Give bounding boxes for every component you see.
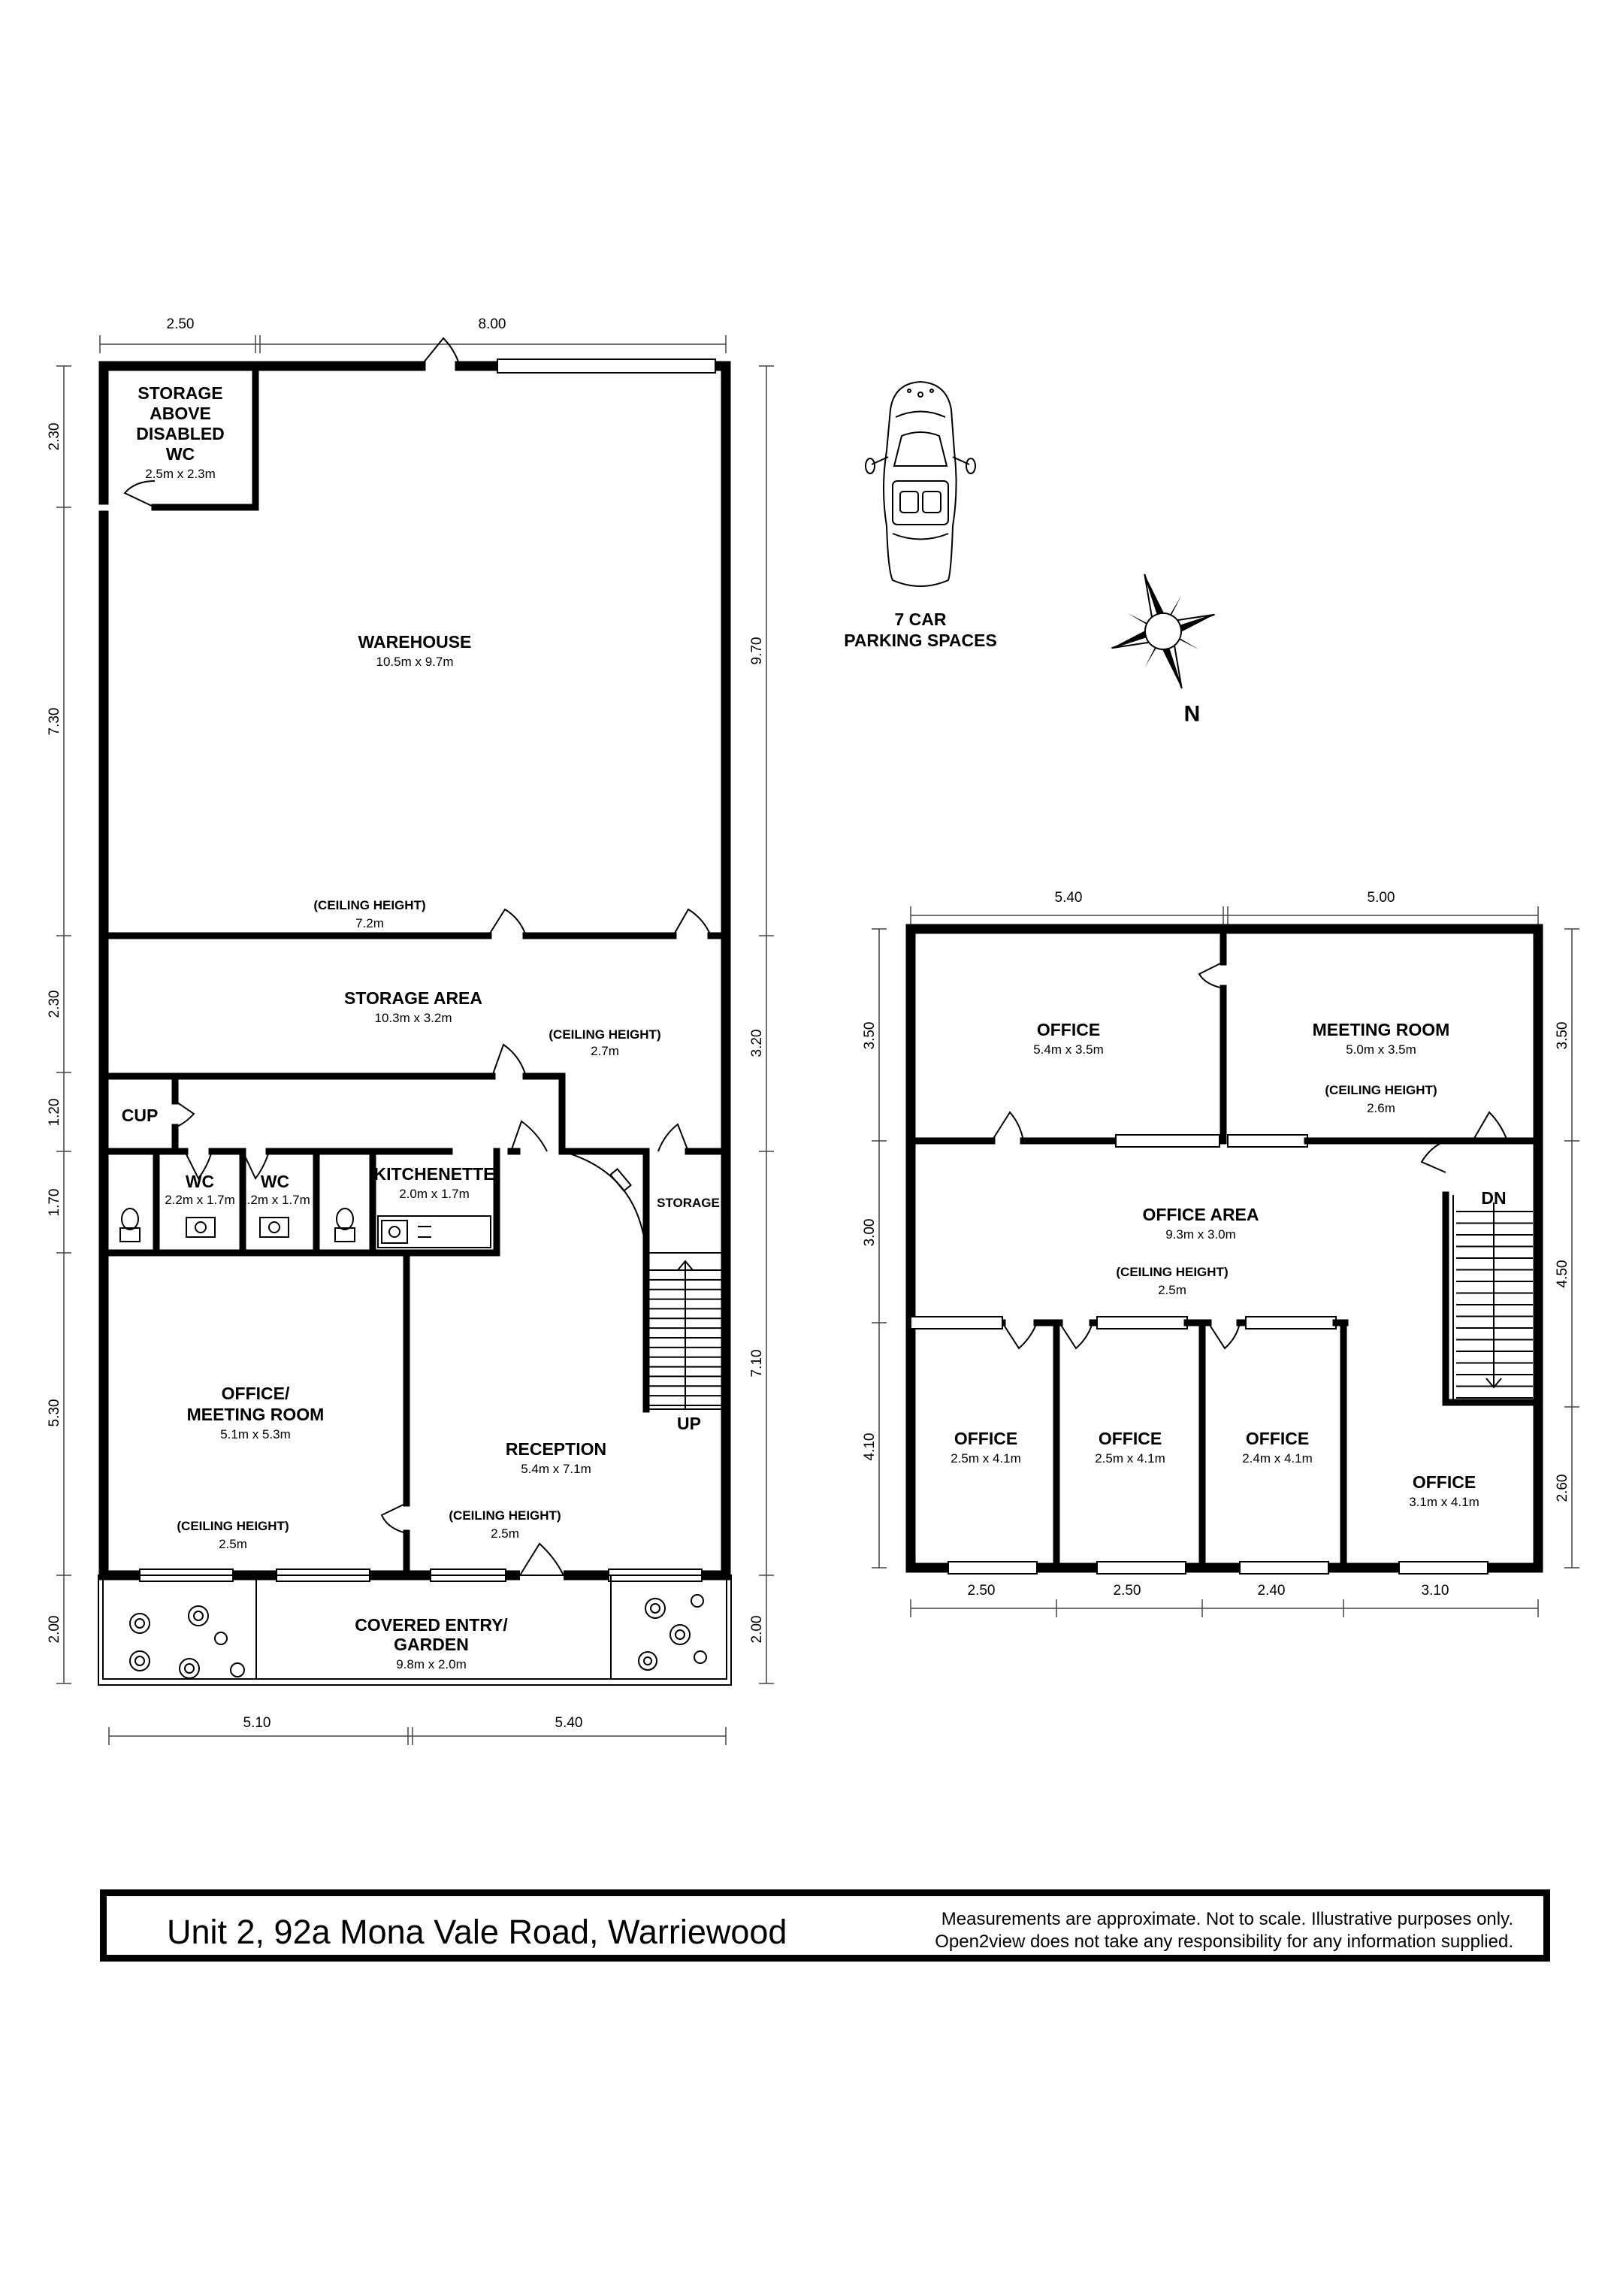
basin-icon (186, 1218, 215, 1237)
office-meeting-name-1: OFFICE/ (221, 1384, 290, 1403)
meeting-room-lower-door (1473, 1112, 1507, 1141)
dim-bottom-1: 5.10 (243, 1715, 271, 1731)
office-meeting-door (382, 1503, 407, 1533)
stair-direction-icon (1486, 1202, 1501, 1387)
corridor-walls (104, 1045, 562, 1151)
office-c-door (1208, 1323, 1240, 1348)
first-dim-left-3: 4.10 (862, 1432, 878, 1461)
warehouse-room (313, 632, 471, 930)
covered-entry-size: 9.8m x 2.0m (396, 1657, 467, 1671)
first-dim-bottom-3: 2.40 (1257, 1583, 1286, 1599)
ground-dims-left (47, 366, 71, 1683)
property-address: Unit 2, 92a Mona Vale Road, Warriewood (167, 1913, 787, 1951)
dim-left-3: 2.30 (47, 990, 62, 1018)
dim-left-6: 5.30 (47, 1399, 62, 1427)
dim-left-5: 1.70 (47, 1188, 62, 1217)
office-b-door (1059, 1323, 1093, 1348)
storage-wc-name-1: STORAGE (138, 383, 223, 403)
stair-direction-icon (678, 1261, 693, 1409)
first-dim-right-3: 2.60 (1555, 1474, 1570, 1502)
car-icon (866, 382, 975, 586)
office-area-size: 9.3m x 3.0m (1165, 1227, 1236, 1242)
dim-left-4: 1.20 (47, 1098, 62, 1127)
wc2-room (240, 1172, 355, 1242)
office-area-ceiling-value: 2.5m (1158, 1283, 1186, 1297)
office-a-size: 2.5m x 4.1m (951, 1451, 1021, 1466)
wc1-room (120, 1172, 235, 1242)
office-b-room (1095, 1429, 1165, 1466)
corridor-door (492, 1045, 526, 1076)
first-dims-top (911, 890, 1538, 924)
office-meeting-ceiling-label: (CEILING HEIGHT) (177, 1519, 289, 1533)
office-top-room (1033, 1020, 1104, 1057)
covered-entry-name-2: GARDEN (394, 1635, 469, 1654)
office-top-door (992, 1112, 1023, 1141)
dim-right-1: 9.70 (749, 637, 765, 665)
meeting-room (1313, 1020, 1450, 1115)
first-dim-left-1: 3.50 (862, 1021, 878, 1050)
wc2-size: 2.2m x 1.7m (240, 1193, 310, 1207)
office-a-room (951, 1429, 1021, 1466)
office-c-size: 2.4m x 4.1m (1242, 1451, 1313, 1466)
dim-left-7: 2.00 (47, 1615, 62, 1644)
storage-wc-size: 2.5m x 2.3m (145, 467, 216, 481)
storage-area-name: STORAGE AREA (343, 988, 483, 1008)
first-dim-bottom-2: 2.50 (1113, 1583, 1141, 1599)
office-top-name: OFFICE (1036, 1020, 1101, 1039)
office-meeting-size: 5.1m x 5.3m (220, 1427, 291, 1441)
meeting-room-size: 5.0m x 3.5m (1346, 1042, 1416, 1057)
ground-dims-bottom (109, 1715, 726, 1745)
toilet-icon (335, 1209, 355, 1242)
compass-north-label: N (1183, 700, 1201, 725)
ground-stairs (646, 1253, 721, 1433)
office-area-room (1116, 1205, 1259, 1297)
warehouse-storage-wall (104, 909, 726, 936)
warehouse-entry-door (421, 338, 460, 366)
dim-bottom-2: 5.40 (555, 1715, 583, 1731)
office-meeting-ceiling-value: 2.5m (219, 1537, 247, 1551)
storage-area-ceiling-label: (CEILING HEIGHT) (549, 1027, 661, 1042)
office-c-name: OFFICE (1245, 1429, 1310, 1448)
office-area-ceiling-label: (CEILING HEIGHT) (1116, 1265, 1229, 1279)
storage-name: STORAGE (657, 1196, 720, 1210)
cup-door (175, 1101, 194, 1127)
dim-right-4: 2.00 (749, 1615, 765, 1644)
first-dim-right-1: 3.50 (1555, 1021, 1570, 1050)
office-top-size: 5.4m x 3.5m (1033, 1042, 1104, 1057)
first-dims-left (862, 929, 887, 1568)
covered-entry-room (98, 1575, 731, 1685)
meeting-room-name: MEETING ROOM (1312, 1020, 1450, 1039)
dim-top-2: 8.00 (478, 316, 506, 332)
office-b-size: 2.5m x 4.1m (1095, 1451, 1165, 1466)
first-dim-top-1: 5.40 (1054, 890, 1083, 906)
first-dim-bottom-4: 3.10 (1421, 1583, 1449, 1599)
first-dims-right (1555, 929, 1579, 1568)
reception-ceiling-label: (CEILING HEIGHT) (449, 1508, 561, 1523)
warehouse-ceiling-label: (CEILING HEIGHT) (313, 898, 426, 912)
meeting-room-ceiling-label: (CEILING HEIGHT) (1325, 1083, 1437, 1097)
first-floor (862, 890, 1579, 1617)
compass-rose (1093, 558, 1246, 744)
dim-left-1: 2.30 (47, 422, 62, 451)
first-dim-right-2: 4.50 (1555, 1260, 1570, 1288)
dim-left-2: 7.30 (47, 707, 62, 736)
storage-wc-name-4: WC (165, 444, 195, 464)
disclaimer-line-2: Open2view does not take any responsibility for any information supplied. (935, 1931, 1513, 1952)
disclaimer-line-1: Measurements are approximate. Not to scale. Illustrative purposes only. (941, 1909, 1513, 1929)
covered-entry-name-1: COVERED ENTRY/ (355, 1615, 508, 1635)
first-dim-bottom-1: 2.50 (967, 1583, 996, 1599)
kitchenette-room (374, 1164, 495, 1248)
first-dim-left-2: 3.00 (862, 1218, 878, 1247)
warehouse-size: 10.5m x 9.7m (376, 655, 454, 669)
warehouse-name: WAREHOUSE (358, 632, 472, 652)
first-dims-bottom (911, 1583, 1538, 1617)
plant-icon (639, 1595, 706, 1670)
office-c-room (1242, 1429, 1313, 1466)
storage-wc-name-2: ABOVE (150, 404, 211, 423)
first-stairs (1422, 1141, 1538, 1402)
dim-right-2: 3.20 (749, 1029, 765, 1057)
meeting-room-door (1199, 962, 1223, 988)
plant-icon (130, 1606, 244, 1678)
office-reception-walls (382, 1253, 407, 1575)
reception-swing-door (562, 1151, 646, 1253)
kitchenette-name: KITCHENETTE (373, 1164, 495, 1184)
dim-top-1: 2.50 (166, 316, 195, 332)
office-area-name: OFFICE AREA (1142, 1205, 1259, 1224)
parking-line-1: 7 CAR (894, 610, 947, 629)
kitchenette-door (511, 1121, 547, 1151)
ground-dims-right (749, 366, 774, 1683)
first-dim-top-2: 5.00 (1367, 890, 1395, 906)
cup-name: CUP (121, 1106, 159, 1125)
dim-right-3: 7.10 (749, 1349, 765, 1378)
office-a-door (1002, 1323, 1037, 1348)
toilet-icon (120, 1209, 140, 1242)
basin-icon (260, 1218, 289, 1237)
kitchen-bench-icon (378, 1216, 491, 1248)
office-meeting-name-2: MEETING ROOM (186, 1405, 325, 1424)
parking-line-2: PARKING SPACES (844, 631, 997, 650)
storage-area-size: 10.3m x 3.2m (374, 1011, 452, 1025)
compass-icon (1093, 558, 1233, 706)
stair-landing-door (1422, 1141, 1446, 1172)
storage-wc-name-3: DISABLED (136, 424, 225, 443)
storage-wc-door (125, 481, 155, 507)
wc1-size: 2.2m x 1.7m (165, 1193, 235, 1207)
meeting-room-ceiling-value: 2.6m (1367, 1101, 1395, 1115)
office-meeting-room (177, 1384, 324, 1551)
storage-area-ceiling-value: 2.7m (591, 1044, 619, 1058)
storage-area-door-2 (673, 909, 711, 936)
first-stair-label: DN (1481, 1188, 1507, 1208)
wc2-name: WC (260, 1172, 290, 1191)
office-b-name: OFFICE (1098, 1429, 1162, 1448)
disclaimer (935, 1908, 1513, 1953)
office-a-name: OFFICE (954, 1429, 1018, 1448)
reception-size: 5.4m x 7.1m (521, 1462, 591, 1476)
office-d-room (1409, 1472, 1479, 1509)
kitchenette-size: 2.0m x 1.7m (399, 1187, 470, 1201)
ground-dims-top (100, 316, 726, 353)
door-handle-icon (610, 1169, 630, 1190)
ground-floor (47, 316, 774, 1745)
storage-room (657, 1196, 720, 1210)
storage-wc-room (125, 366, 255, 507)
warehouse-ceiling-value: 7.2m (355, 916, 384, 930)
wc1-name: WC (185, 1172, 215, 1191)
storage-area-door-1 (488, 909, 526, 936)
footer-panel (100, 1889, 1550, 1962)
office-d-name: OFFICE (1412, 1472, 1476, 1492)
ground-outer-walls (104, 338, 726, 1575)
office-d-size: 3.1m x 4.1m (1409, 1495, 1479, 1509)
reception-name: RECEPTION (505, 1439, 607, 1459)
ground-stair-label: UP (677, 1414, 701, 1433)
reception-ceiling-value: 2.5m (491, 1526, 519, 1541)
storage-door (658, 1124, 688, 1151)
warehouse-window (497, 359, 715, 373)
parking-area (844, 382, 997, 650)
reception-room (449, 1439, 606, 1541)
